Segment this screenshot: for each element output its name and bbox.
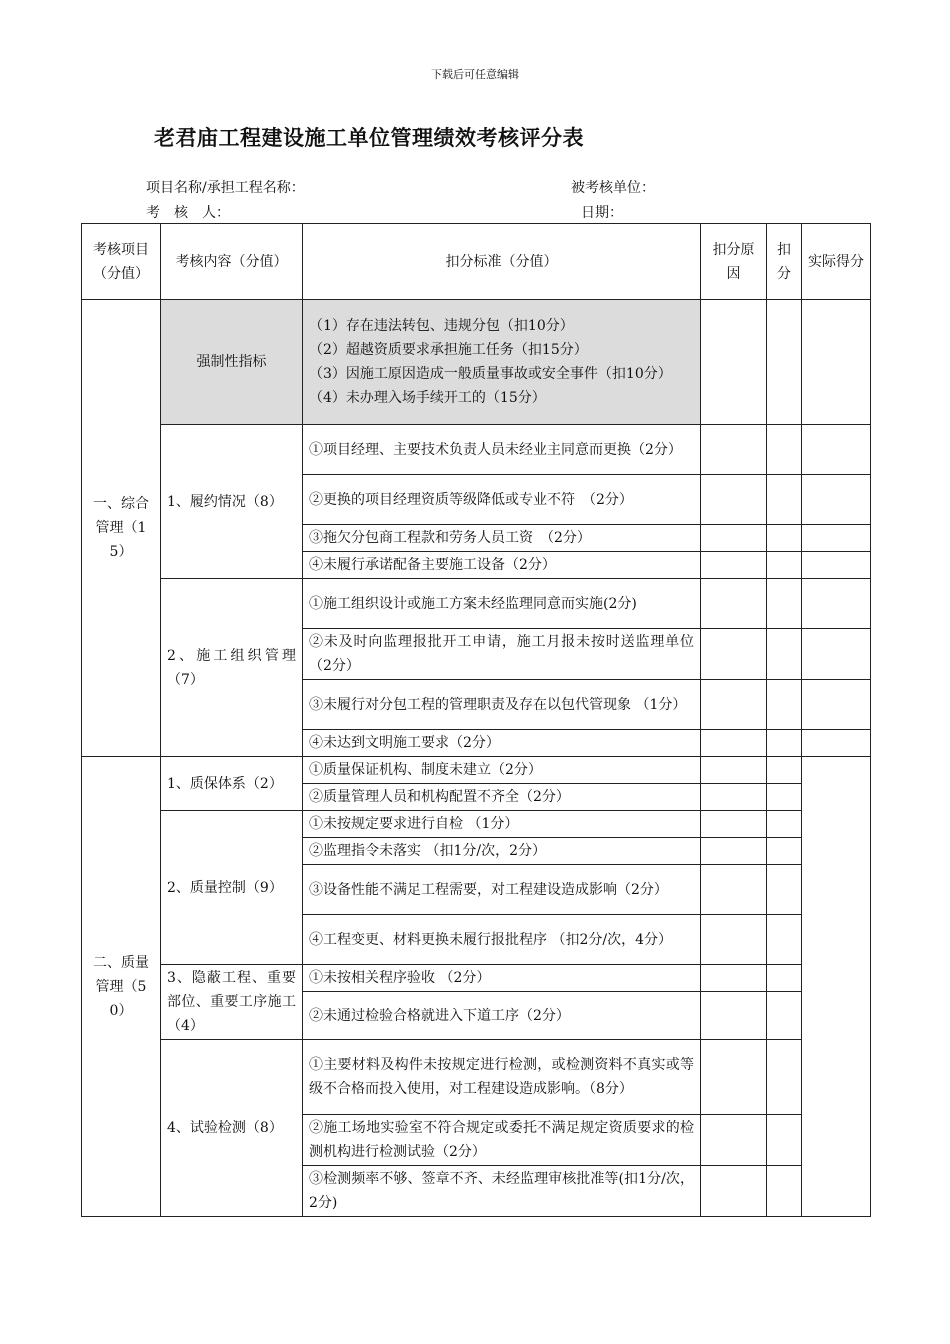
table-row [82,965,871,992]
table-row [82,1040,871,1115]
group-label: 2、施工组织管理（7） [161,579,303,757]
standard-item: ③检测频率不够、签章不齐、未经监理审核批准等(扣1分/次，2分) [303,1166,701,1217]
deduct-cell[interactable] [767,425,802,475]
actual-score-cell[interactable] [802,730,871,757]
standard-item: ①施工组织设计或施工方案未经监理同意而实施(2分) [303,579,701,629]
deduct-cell[interactable] [767,525,802,552]
deduct-cell[interactable] [767,992,802,1040]
deduct-cell[interactable] [767,730,802,757]
standard-item: （1）存在违法转包、违规分包（扣10分） [309,318,574,334]
standard-item: ③设备性能不满足工程需要，对工程建设造成影响（2分） [303,865,701,915]
standard-item: ②施工场地实验室不符合规定或委托不满足规定资质要求的检测机构进行检测试验（2分） [303,1115,701,1166]
reason-cell[interactable] [701,784,767,811]
actual-score-cell[interactable] [802,680,871,730]
project-name-label: 项目名称/承担工程名称： [146,180,305,196]
actual-score-cell[interactable] [802,579,871,629]
reason-cell[interactable] [701,1166,767,1217]
deduct-cell[interactable] [767,475,802,525]
table-row [82,300,871,425]
standard-item: ④未达到文明施工要求（2分） [303,730,701,757]
deduct-cell[interactable] [767,865,802,915]
standard-item: （3）因施工原因造成一般质量事故或安全事件（扣10分） [309,366,672,382]
deduct-cell[interactable] [767,965,802,992]
deduct-cell[interactable] [767,838,802,865]
standard-item: ③拖欠分包商工程款和劳务人员工资 （2分） [303,525,701,552]
reason-cell[interactable] [701,629,767,680]
reason-cell[interactable] [701,730,767,757]
deduct-cell[interactable] [767,784,802,811]
page-title: 老君庙工程建设施工单位管理绩效考核评分表 [154,125,584,150]
mandatory-standards [303,300,701,425]
group-label: 1、履约情况（8） [161,425,303,579]
deduct-cell[interactable] [767,552,802,579]
table-row [82,425,871,475]
standard-item: （2）超越资质要求承担施工任务（扣15分） [309,342,588,358]
date-label: 日期： [581,205,623,221]
actual-score-cell[interactable] [802,552,871,579]
group-label: 3、隐蔽工程、重要部位、重要工序施工 （4） [161,965,303,1040]
actual-score-cell[interactable] [802,475,871,525]
reason-cell[interactable] [701,811,767,838]
reason-cell[interactable] [701,475,767,525]
standard-item: ④未履行承诺配备主要施工设备（2分） [303,552,701,579]
section-label: 一、综合管理（15） [82,300,161,757]
section-label: 二、质量管理（50） [82,757,161,1217]
deduct-cell[interactable] [767,579,802,629]
standard-item: ②未及时向监理报批开工申请，施工月报未按时送监理单位（2分） [303,629,701,680]
reason-cell[interactable] [701,425,767,475]
reason-cell[interactable] [701,680,767,730]
reason-cell[interactable] [701,525,767,552]
group-label: 1、质保体系（2） [161,757,303,811]
reason-cell[interactable] [701,579,767,629]
deduct-cell[interactable] [767,300,802,425]
standard-item: ①质量保证机构、制度未建立（2分） [303,757,701,784]
standard-item: ①项目经理、主要技术负责人员未经业主同意而更换（2分） [303,425,701,475]
header-item: 考核项目（分值） [82,224,161,300]
standard-item: ④工程变更、材料更换未履行报批程序 （扣2分/次，4分） [303,915,701,965]
reason-cell[interactable] [701,992,767,1040]
standard-item: ②监理指令未落实 （扣1分/次，2分） [303,838,701,865]
group-label: 4、试验检测（8） [161,1040,303,1217]
mandatory-label: 强制性指标 [161,300,303,425]
standard-item: ①未按规定要求进行自检 （1分） [303,811,701,838]
standard-item: ③未履行对分包工程的管理职责及存在以包代管现象 （1分） [303,680,701,730]
deduct-cell[interactable] [767,1166,802,1217]
standard-item: ②质量管理人员和机构配置不齐全（2分） [303,784,701,811]
score-table [81,223,871,1217]
header-reason: 扣分原因 [701,224,767,300]
reason-cell[interactable] [701,915,767,965]
reason-cell[interactable] [701,300,767,425]
deduct-cell[interactable] [767,811,802,838]
actual-score-cell[interactable] [802,300,871,425]
actual-score-cell[interactable] [802,525,871,552]
reason-cell[interactable] [701,865,767,915]
header-content: 考核内容（分值） [161,224,303,300]
header-standard: 扣分标准（分值） [303,224,701,300]
table-header-row [82,224,871,300]
reason-cell[interactable] [701,1040,767,1115]
table-row [82,757,871,784]
standard-item: （4）未办理入场手续开工的（15分） [309,390,546,406]
group-label: 2、质量控制（9） [161,811,303,965]
actual-score-cell[interactable] [802,757,871,1217]
reason-cell[interactable] [701,838,767,865]
standard-item: ②更换的项目经理资质等级降低或专业不符 （2分） [303,475,701,525]
standard-item: ①主要材料及构件未按规定进行检测，或检测资料不真实或等级不合格而投入使用，对工程建设造成影响。（8分） [303,1040,701,1115]
deduct-cell[interactable] [767,757,802,784]
reason-cell[interactable] [701,552,767,579]
assessor-label: 考 核 人： [146,205,230,221]
actual-score-cell[interactable] [802,425,871,475]
deduct-cell[interactable] [767,629,802,680]
deduct-cell[interactable] [767,915,802,965]
reason-cell[interactable] [701,757,767,784]
actual-score-cell[interactable] [802,629,871,680]
standard-item: ①未按相关程序验收 （2分） [303,965,701,992]
assessed-unit-label: 被考核单位： [571,180,655,196]
deduct-cell[interactable] [767,680,802,730]
header-deduct: 扣分 [767,224,802,300]
deduct-cell[interactable] [767,1115,802,1166]
deduct-cell[interactable] [767,1040,802,1115]
table-row [82,811,871,838]
reason-cell[interactable] [701,965,767,992]
reason-cell[interactable] [701,1115,767,1166]
header-note: 下载后可任意编辑 [431,68,519,81]
standard-item: ②未通过检验合格就进入下道工序（2分） [303,992,701,1040]
header-actual: 实际得分 [802,224,871,300]
table-row [82,579,871,629]
